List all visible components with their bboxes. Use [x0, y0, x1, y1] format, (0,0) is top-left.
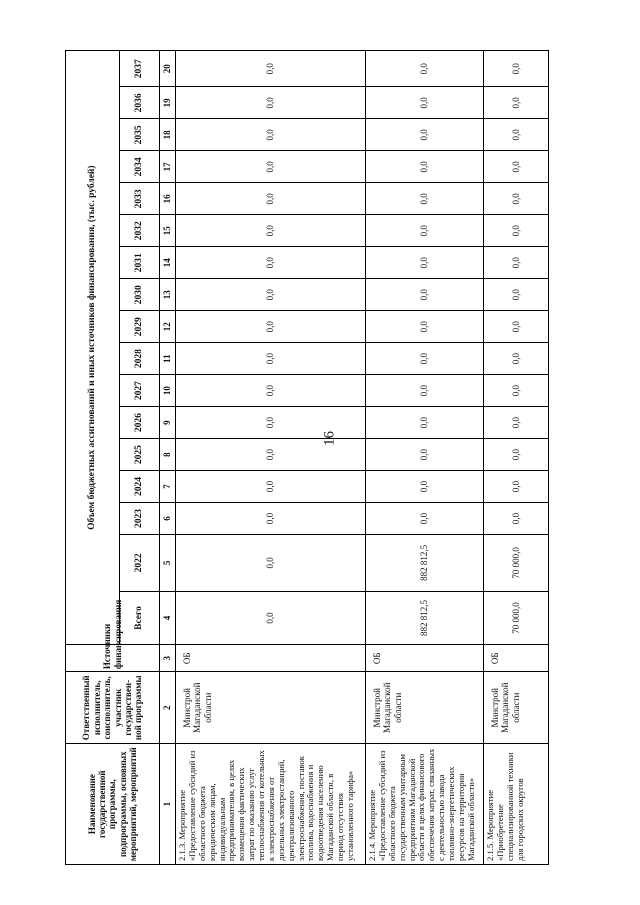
year-value: 0,0 [176, 471, 366, 503]
total-value: 882 812,5 [366, 591, 484, 645]
header-year: 2023 [120, 503, 160, 535]
year-value: 0,0 [176, 119, 366, 151]
year-value: 0,0 [176, 279, 366, 311]
year-value: 0,0 [176, 503, 366, 535]
column-number: 19 [160, 87, 176, 119]
column-number: 7 [160, 471, 176, 503]
year-value: 0,0 [176, 51, 366, 87]
year-value: 0,0 [484, 439, 549, 471]
column-number: 11 [160, 343, 176, 375]
header-total: Всего [120, 591, 160, 645]
year-value: 0,0 [176, 311, 366, 343]
activity-name: 2.1.3. Мероприятие «Предоставление субсидий из областного бюджета юридическим лицам, индивидуальным предпринимателям, в целях возмещения фактических затрат по оказанию услуг теплоснабжения от котельных к электроснабжения от дизельных электростанций, централизованного электроснабжения, поставок топлива, водоснабжения и водоотведения населению Магаданской области, в период отсутствия установленного тарифа» [176, 744, 366, 865]
column-number: 2 [160, 672, 176, 744]
year-value: 0,0 [366, 247, 484, 279]
header-year: 2028 [120, 343, 160, 375]
year-value: 0,0 [176, 247, 366, 279]
header-year: 2029 [120, 311, 160, 343]
table-row [366, 51, 484, 865]
column-number: 3 [160, 645, 176, 672]
year-value: 0,0 [484, 215, 549, 247]
year-value: 0,0 [366, 343, 484, 375]
year-value: 0,0 [484, 471, 549, 503]
header-year: 2031 [120, 247, 160, 279]
year-value: 0,0 [366, 215, 484, 247]
header-year: 2036 [120, 87, 160, 119]
year-value: 0,0 [484, 375, 549, 407]
activity-name: 2.1.5. Мероприятие «Приобретение специализированной техники для городских округов [484, 744, 549, 865]
header-year: 2035 [120, 119, 160, 151]
header-year: 2032 [120, 215, 160, 247]
year-value: 0,0 [366, 87, 484, 119]
total-value: 70 000,0 [484, 591, 549, 645]
financing-source: ОБ [176, 645, 366, 672]
header-executor: Ответственный исполнитель, соисполнитель, участник государствен-ной программы [66, 672, 160, 744]
column-number: 4 [160, 591, 176, 645]
year-value: 0,0 [176, 87, 366, 119]
column-number: 8 [160, 439, 176, 471]
responsible-executor: Минстрой Магаданской области [484, 672, 549, 744]
year-value: 882 812,5 [366, 535, 484, 592]
year-value: 0,0 [176, 375, 366, 407]
year-value: 0,0 [484, 247, 549, 279]
column-number: 10 [160, 375, 176, 407]
year-value: 0,0 [366, 119, 484, 151]
column-number: 20 [160, 51, 176, 87]
header-year: 2025 [120, 439, 160, 471]
column-number: 13 [160, 279, 176, 311]
column-number: 17 [160, 151, 176, 183]
column-number: 1 [160, 744, 176, 865]
year-value: 0,0 [366, 503, 484, 535]
year-value: 0,0 [484, 119, 549, 151]
table-row [484, 51, 549, 865]
year-value: 0,0 [366, 183, 484, 215]
year-value: 0,0 [484, 151, 549, 183]
year-value: 0,0 [176, 535, 366, 592]
year-value: 0,0 [484, 503, 549, 535]
financing-source: ОБ [366, 645, 484, 672]
budget-table-rotated [65, 50, 525, 865]
column-number: 14 [160, 247, 176, 279]
header-year: 2034 [120, 151, 160, 183]
year-value: 0,0 [366, 51, 484, 87]
year-value: 0,0 [484, 279, 549, 311]
year-value: 0,0 [484, 343, 549, 375]
responsible-executor: Минстрой Магаданской области [176, 672, 366, 744]
header-year: 2033 [120, 183, 160, 215]
column-number: 5 [160, 535, 176, 592]
year-value: 0,0 [366, 471, 484, 503]
year-value: 0,0 [366, 311, 484, 343]
column-number: 15 [160, 215, 176, 247]
column-number: 9 [160, 407, 176, 439]
budget-table [65, 50, 549, 865]
header-year: 2037 [120, 51, 160, 87]
header-source: Источники финансирования [66, 645, 160, 672]
header-financing: Объем бюджетных ассигнований и иных источников финансирования, (тыс. рублей) [66, 51, 120, 645]
header-year: 2022 [120, 535, 160, 592]
year-value: 0,0 [484, 407, 549, 439]
page-number: 16 [321, 431, 338, 446]
header-year: 2026 [120, 407, 160, 439]
column-number: 18 [160, 119, 176, 151]
year-value: 0,0 [484, 51, 549, 87]
year-value: 0,0 [484, 183, 549, 215]
column-number-row [160, 51, 176, 865]
year-value: 0,0 [176, 343, 366, 375]
table-row [176, 51, 366, 865]
year-value: 0,0 [366, 375, 484, 407]
total-value: 0,0 [176, 591, 366, 645]
column-number: 12 [160, 311, 176, 343]
year-value: 0,0 [176, 407, 366, 439]
year-value: 0,0 [366, 439, 484, 471]
year-value: 0,0 [176, 439, 366, 471]
year-value: 0,0 [484, 87, 549, 119]
column-number: 16 [160, 183, 176, 215]
column-number: 6 [160, 503, 176, 535]
year-value: 70 000,0 [484, 535, 549, 592]
responsible-executor: Минстрой Магаданской области [366, 672, 484, 744]
year-value: 0,0 [366, 151, 484, 183]
activity-name: 2.1.4. Мероприятие «Предоставление субсидий из областного бюджета государственным унитарным предприятиям Магаданской области в целях финансового обеспечения затрат, связанных с деятельностью завода топливно-энергетических ресурсов на территории Магаданской области» [366, 744, 484, 865]
year-value: 0,0 [176, 215, 366, 247]
year-value: 0,0 [484, 311, 549, 343]
year-value: 0,0 [176, 151, 366, 183]
header-year: 2024 [120, 471, 160, 503]
header-year: 2030 [120, 279, 160, 311]
financing-source: ОБ [484, 645, 549, 672]
year-value: 0,0 [176, 183, 366, 215]
year-value: 0,0 [366, 407, 484, 439]
header-name: Наименование государственной программы, подпрограммы, основных мероприятий, мероприятий [66, 744, 160, 865]
header-year: 2027 [120, 375, 160, 407]
year-value: 0,0 [366, 279, 484, 311]
